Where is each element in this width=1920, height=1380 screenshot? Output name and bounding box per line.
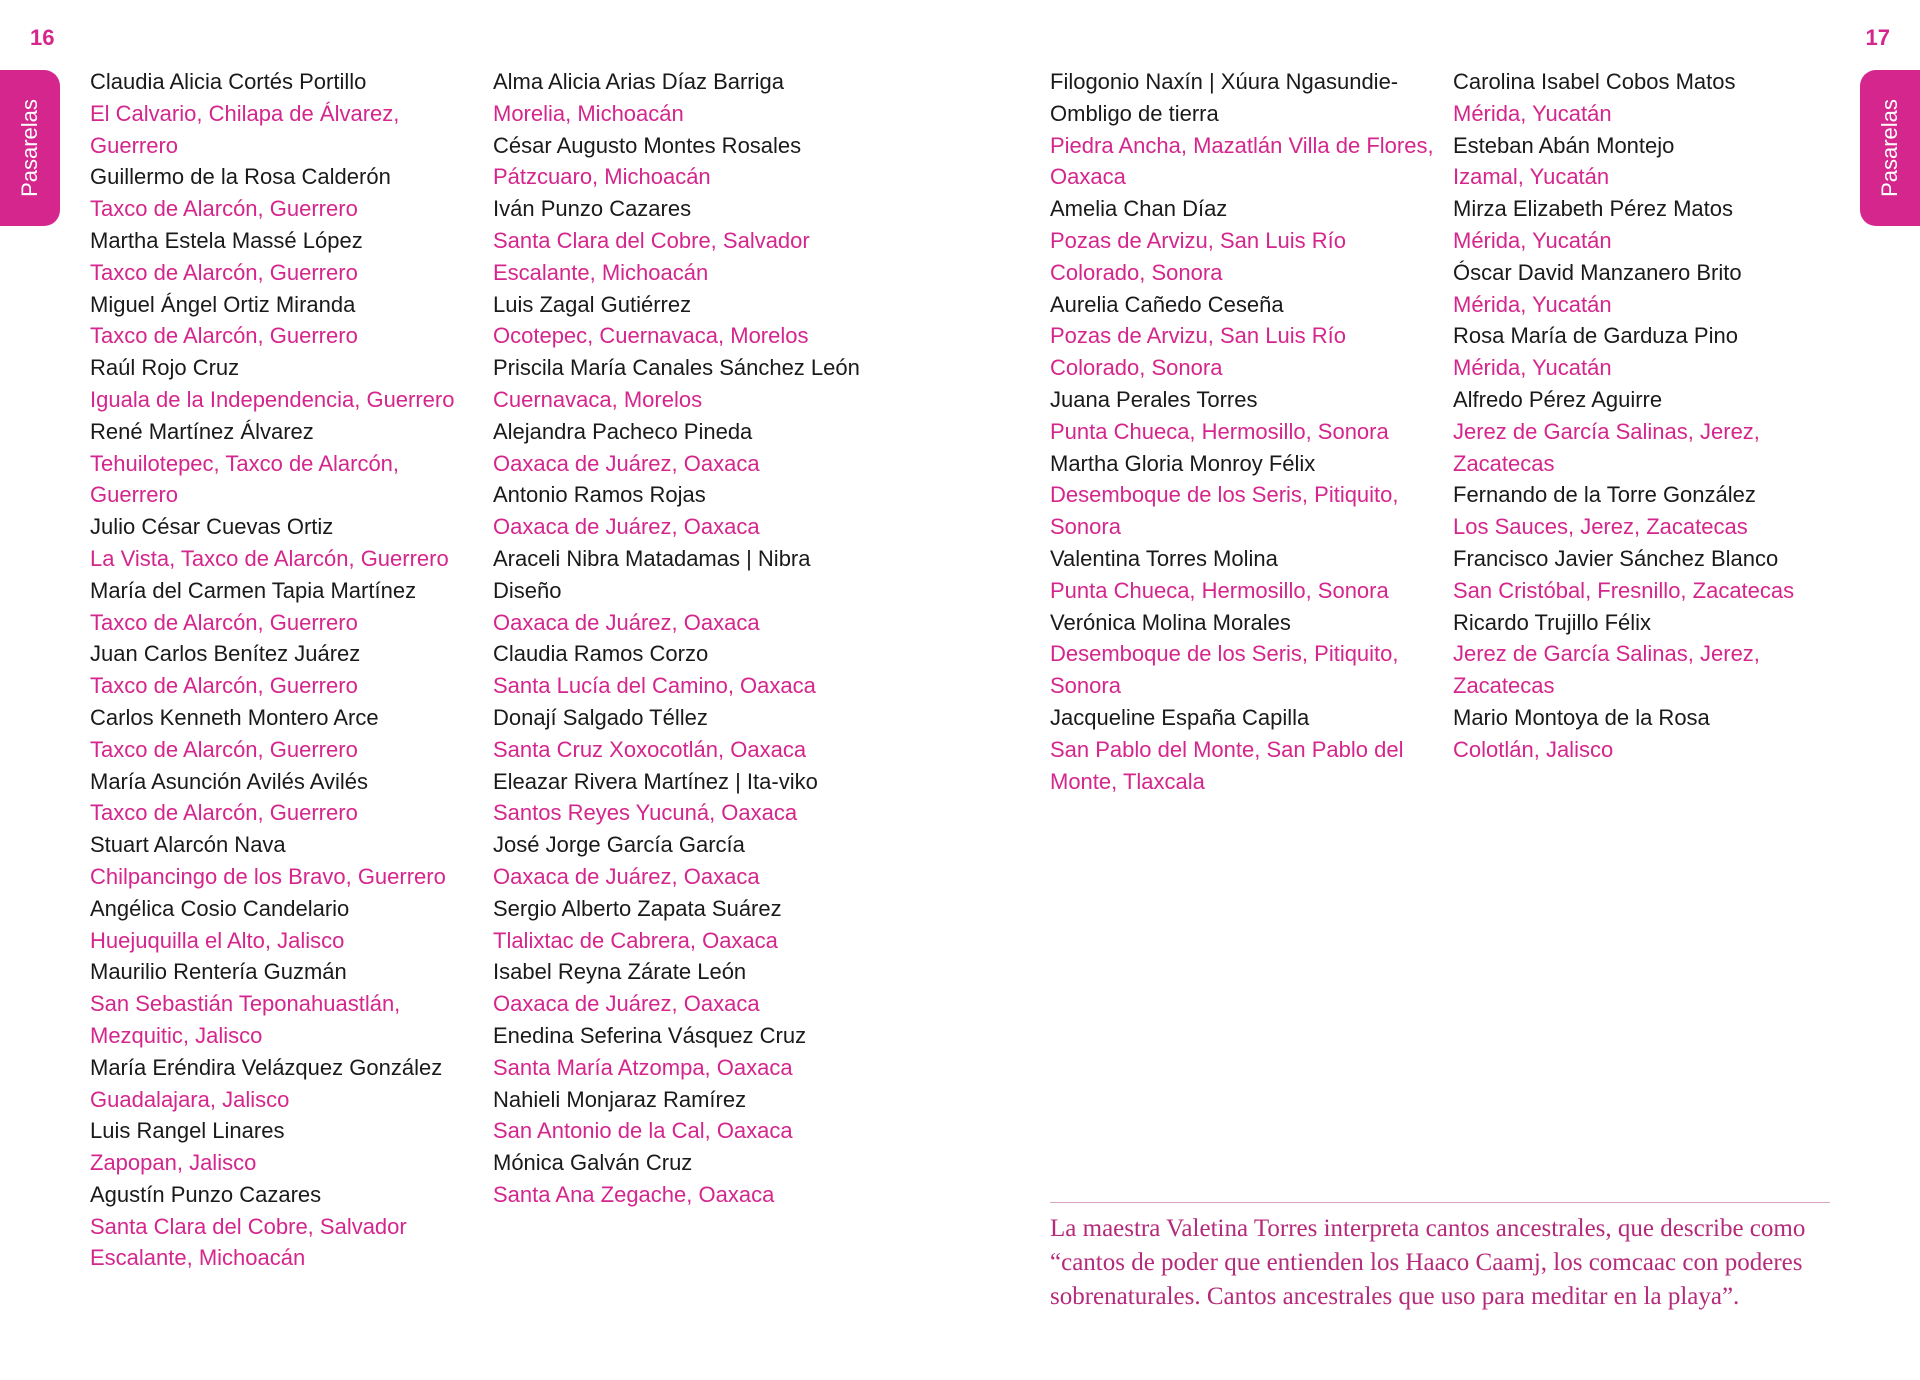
artisan-entry — [90, 511, 480, 575]
artisan-name: Alejandra Pacheco Pineda — [493, 418, 753, 444]
artisan-location: Santa Cruz Xoxocotlán, Oaxaca — [493, 736, 807, 762]
section-tab-left — [0, 70, 60, 226]
artisan-name: María Eréndira Velázquez González — [90, 1054, 443, 1080]
artisan-entry — [1453, 66, 1843, 130]
artisan-location: Izamal, Yucatán — [1453, 164, 1610, 190]
artisan-location: Taxco de Alarcón, Guerrero — [90, 736, 358, 762]
artisan-location: Santa Lucía del Camino, Oaxaca — [493, 673, 816, 699]
artisan-name: Alma Alicia Arias Díaz Barriga — [493, 69, 784, 94]
artisan-location: Oaxaca de Juárez, Oaxaca — [493, 991, 760, 1017]
artisan-entry — [493, 638, 883, 702]
artisan-location: Huejuquilla el Alto, Jalisco — [90, 927, 345, 953]
artisan-name: Enedina Seferina Vásquez Cruz — [493, 1022, 807, 1048]
artisan-name: Aurelia Cañedo Ceseña — [1050, 291, 1284, 317]
artisan-entry — [493, 829, 883, 893]
artisan-location: San Cristóbal, Fresnillo, Zacatecas — [1453, 577, 1795, 603]
artisan-name: Stuart Alarcón Nava — [90, 832, 286, 858]
artisan-column-4 — [1453, 66, 1843, 766]
artisan-entry — [90, 766, 480, 830]
artisan-entry — [493, 543, 883, 638]
artisan-entry — [493, 956, 883, 1020]
artisan-name: Maurilio Rentería Guzmán — [90, 959, 347, 985]
artisan-entry — [90, 66, 480, 161]
artisan-name: Antonio Ramos Rojas — [493, 482, 706, 508]
artisan-name: Nahieli Monjaraz Ramírez — [493, 1086, 747, 1112]
artisan-location: Pátzcuaro, Michoacán — [493, 164, 711, 190]
artisan-location: Colotlán, Jalisco — [1453, 736, 1614, 762]
artisan-name: Óscar David Manzanero Brito — [1453, 259, 1742, 285]
artisan-location: Punta Chueca, Hermosillo, Sonora — [1050, 418, 1389, 444]
artisan-location: La Vista, Taxco de Alarcón, Guerrero — [90, 545, 449, 571]
artisan-entry — [493, 479, 883, 543]
artisan-entry — [493, 289, 883, 353]
artisan-entry — [1453, 543, 1843, 607]
artisan-location: Cuernavaca, Morelos — [493, 386, 703, 412]
section-tab-label: Pasarelas — [17, 99, 42, 197]
artisan-name: Fernando de la Torre González — [1453, 482, 1756, 508]
artisan-entry — [1453, 479, 1843, 543]
artisan-entry — [90, 1115, 480, 1179]
artisan-location: Pozas de Arvizu, San Luis Río Colorado, Sonora — [1050, 227, 1346, 285]
artisan-location: San Sebastián Teponahuastlán, Mezquitic, Jalisco — [90, 991, 401, 1048]
artisan-name: Mónica Galván Cruz — [493, 1150, 693, 1176]
artisan-entry — [90, 161, 480, 225]
artisan-location: Guadalajara, Jalisco — [90, 1086, 290, 1112]
artisan-entry — [493, 1084, 883, 1148]
artisan-name: Martha Estela Massé López — [90, 227, 363, 253]
artisan-name: Sergio Alberto Zapata Suárez — [493, 895, 782, 921]
artisan-location: Taxco de Alarcón, Guerrero — [90, 259, 358, 285]
artisan-name: Juana Perales Torres — [1050, 386, 1258, 412]
artisan-column-2 — [493, 66, 883, 1211]
artisan-entry — [493, 766, 883, 830]
artisan-entry — [1050, 384, 1440, 448]
artisan-location: Taxco de Alarcón, Guerrero — [90, 196, 358, 222]
artisan-entry — [90, 829, 480, 893]
artisan-entry — [493, 193, 883, 288]
artisan-name: Isabel Reyna Zárate León — [493, 959, 747, 985]
artisan-location: Pozas de Arvizu, San Luis Río Colorado, Sonora — [1050, 323, 1346, 381]
artisan-name: Iván Punzo Cazares — [493, 196, 692, 222]
artisan-location: Desemboque de los Seris, Pitiquito, Sonora — [1050, 482, 1399, 540]
artisan-location: Ocotepec, Cuernavaca, Morelos — [493, 323, 809, 349]
artisan-name: Julio César Cuevas Ortiz — [90, 514, 334, 540]
artisan-name: Ricardo Trujillo Félix — [1453, 609, 1652, 635]
artisan-name: Eleazar Rivera Martínez | Ita-viko — [493, 768, 818, 794]
artisan-location: Oaxaca de Juárez, Oaxaca — [493, 863, 760, 889]
artisan-name: Rosa María de Garduza Pino — [1453, 323, 1738, 349]
artisan-name: Raúl Rojo Cruz — [90, 355, 240, 381]
artisan-location: Tehuilotepec, Taxco de Alarcón, Guerrero — [90, 450, 400, 508]
artisan-name: Claudia Alicia Cortés Portillo — [90, 69, 367, 94]
artisan-location: Tlalixtac de Cabrera, Oaxaca — [493, 927, 778, 953]
artisan-location: El Calvario, Chilapa de Álvarez, Guerrero — [90, 100, 400, 158]
artisan-entry — [1453, 130, 1843, 194]
artisan-name: Donají Salgado Téllez — [493, 704, 708, 730]
artisan-location: Desemboque de los Seris, Pitiquito, Sonora — [1050, 641, 1399, 699]
artisan-entry — [1453, 193, 1843, 257]
artisan-entry — [493, 352, 883, 416]
artisan-location: Santa Clara del Cobre, Salvador Escalante, Michoacán — [493, 227, 810, 285]
artisan-entry — [90, 1179, 480, 1274]
artisan-entry — [1050, 448, 1440, 543]
artisan-entry — [493, 66, 883, 130]
artisan-name: Jacqueline España Capilla — [1050, 704, 1310, 730]
artisan-name: Esteban Abán Montejo — [1453, 132, 1675, 158]
artisan-location: Santos Reyes Yucuná, Oaxaca — [493, 800, 798, 826]
artisan-location: Taxco de Alarcón, Guerrero — [90, 323, 358, 349]
artisan-entry — [1050, 543, 1440, 607]
artisan-location: Jerez de García Salinas, Jerez, Zacatecas — [1453, 418, 1760, 476]
artisan-entry — [493, 130, 883, 194]
artisan-name: Valentina Torres Molina — [1050, 545, 1278, 571]
artisan-name: María del Carmen Tapia Martínez — [90, 577, 417, 603]
artisan-entry — [90, 1052, 480, 1116]
artisan-location: Los Sauces, Jerez, Zacatecas — [1453, 514, 1748, 540]
page-number-right: 17 — [1865, 25, 1890, 50]
artisan-entry — [1050, 66, 1440, 193]
artisan-location: Oaxaca de Juárez, Oaxaca — [493, 450, 760, 476]
artisan-name: Claudia Ramos Corzo — [493, 641, 709, 667]
artisan-entry — [493, 893, 883, 957]
artisan-entry — [493, 1147, 883, 1211]
artisan-location: Iguala de la Independencia, Guerrero — [90, 386, 455, 412]
artisan-name: Luis Zagal Gutiérrez — [493, 291, 692, 317]
artisan-name: Amelia Chan Díaz — [1050, 196, 1228, 222]
artisan-entry — [90, 416, 480, 511]
artisan-entry — [1050, 702, 1440, 797]
artisan-name: Miguel Ángel Ortiz Miranda — [90, 291, 356, 317]
artisan-location: Mérida, Yucatán — [1453, 355, 1612, 381]
artisan-entry — [90, 225, 480, 289]
artisan-name: Francisco Javier Sánchez Blanco — [1453, 545, 1779, 571]
artisan-location: Mérida, Yucatán — [1453, 227, 1612, 253]
artisan-entry — [493, 702, 883, 766]
artisan-entry — [90, 638, 480, 702]
artisan-name: Filogonio Naxín | Xúura Ngasundie-Ombligo de tierra — [1050, 69, 1399, 126]
artisan-column-3 — [1050, 66, 1440, 797]
artisan-name: Araceli Nibra Matadamas | Nibra Diseño — [493, 545, 811, 603]
artisan-name: Priscila María Canales Sánchez León — [493, 355, 860, 381]
artisan-location: Oaxaca de Juárez, Oaxaca — [493, 514, 760, 540]
page-number-left: 16 — [30, 25, 55, 50]
artisan-entry — [90, 956, 480, 1051]
section-tab-label: Pasarelas — [1877, 99, 1902, 197]
artisan-name: Carlos Kenneth Montero Arce — [90, 704, 379, 730]
artisan-location: Taxco de Alarcón, Guerrero — [90, 609, 358, 635]
artisan-name: César Augusto Montes Rosales — [493, 132, 802, 158]
artisan-location: San Pablo del Monte, San Pablo del Monte, Tlaxcala — [1050, 736, 1404, 794]
artisan-name: Guillermo de la Rosa Calderón — [90, 164, 391, 190]
section-tab-right — [1860, 70, 1920, 226]
photo-caption: La maestra Valetina Torres interpreta cantos ancestrales, que describe como “cantos de poder que entienden los Haaco Caamj, los comcaac con poderes sobrenaturales. Cantos ancestrales que uso para meditar en la playa”. — [1050, 1215, 1806, 1310]
artisan-name: Alfredo Pérez Aguirre — [1453, 386, 1663, 412]
artisan-entry — [1453, 607, 1843, 702]
artisan-name: René Martínez Álvarez — [90, 418, 314, 444]
artisan-name: Mario Montoya de la Rosa — [1453, 704, 1710, 730]
artisan-location: Mérida, Yucatán — [1453, 100, 1612, 126]
artisan-entry — [90, 893, 480, 957]
artisan-name: José Jorge García García — [493, 832, 745, 858]
artisan-name: Luis Rangel Linares — [90, 1118, 285, 1144]
artisan-location: Jerez de García Salinas, Jerez, Zacatecas — [1453, 641, 1760, 699]
artisan-entry — [493, 1020, 883, 1084]
artisan-entry — [90, 289, 480, 353]
artisan-location: Santa Ana Zegache, Oaxaca — [493, 1181, 775, 1207]
artisan-location: Morelia, Michoacán — [493, 100, 684, 126]
artisan-column-1 — [90, 66, 480, 1274]
artisan-entry — [493, 416, 883, 480]
artisan-location: Santa Clara del Cobre, Salvador Escalante, Michoacán — [90, 1213, 407, 1271]
artisan-name: Agustín Punzo Cazares — [90, 1181, 322, 1207]
artisan-location: Mérida, Yucatán — [1453, 291, 1612, 317]
artisan-location: Chilpancingo de los Bravo, Guerrero — [90, 863, 446, 889]
artisan-name: Mirza Elizabeth Pérez Matos — [1453, 196, 1733, 222]
artisan-entry — [90, 575, 480, 639]
artisan-location: Taxco de Alarcón, Guerrero — [90, 673, 358, 699]
artisan-entry — [1050, 193, 1440, 288]
artisan-name: Juan Carlos Benítez Juárez — [90, 641, 361, 667]
artisan-name: Martha Gloria Monroy Félix — [1050, 450, 1316, 476]
artisan-name: María Asunción Avilés Avilés — [90, 768, 369, 794]
artisan-location: Santa María Atzompa, Oaxaca — [493, 1054, 793, 1080]
artisan-name: Carolina Isabel Cobos Matos — [1453, 69, 1736, 94]
artisan-entry — [90, 702, 480, 766]
artisan-entry — [1453, 384, 1843, 479]
artisan-location: Punta Chueca, Hermosillo, Sonora — [1050, 577, 1389, 603]
artisan-entry — [1453, 320, 1843, 384]
artisan-entry — [1050, 607, 1440, 702]
artisan-location: Taxco de Alarcón, Guerrero — [90, 800, 358, 826]
artisan-entry — [1453, 257, 1843, 321]
artisan-location: Oaxaca de Juárez, Oaxaca — [493, 609, 760, 635]
caption-divider — [1050, 1202, 1830, 1203]
artisan-location: Zapopan, Jalisco — [90, 1150, 257, 1176]
artisan-entry — [1453, 702, 1843, 766]
artisan-location: San Antonio de la Cal, Oaxaca — [493, 1118, 793, 1144]
artisan-location: Piedra Ancha, Mazatlán Villa de Flores, Oaxaca — [1050, 132, 1434, 190]
artisan-entry — [90, 352, 480, 416]
artisan-name: Angélica Cosio Candelario — [90, 895, 350, 921]
artisan-name: Verónica Molina Morales — [1050, 609, 1291, 635]
artisan-entry — [1050, 289, 1440, 384]
